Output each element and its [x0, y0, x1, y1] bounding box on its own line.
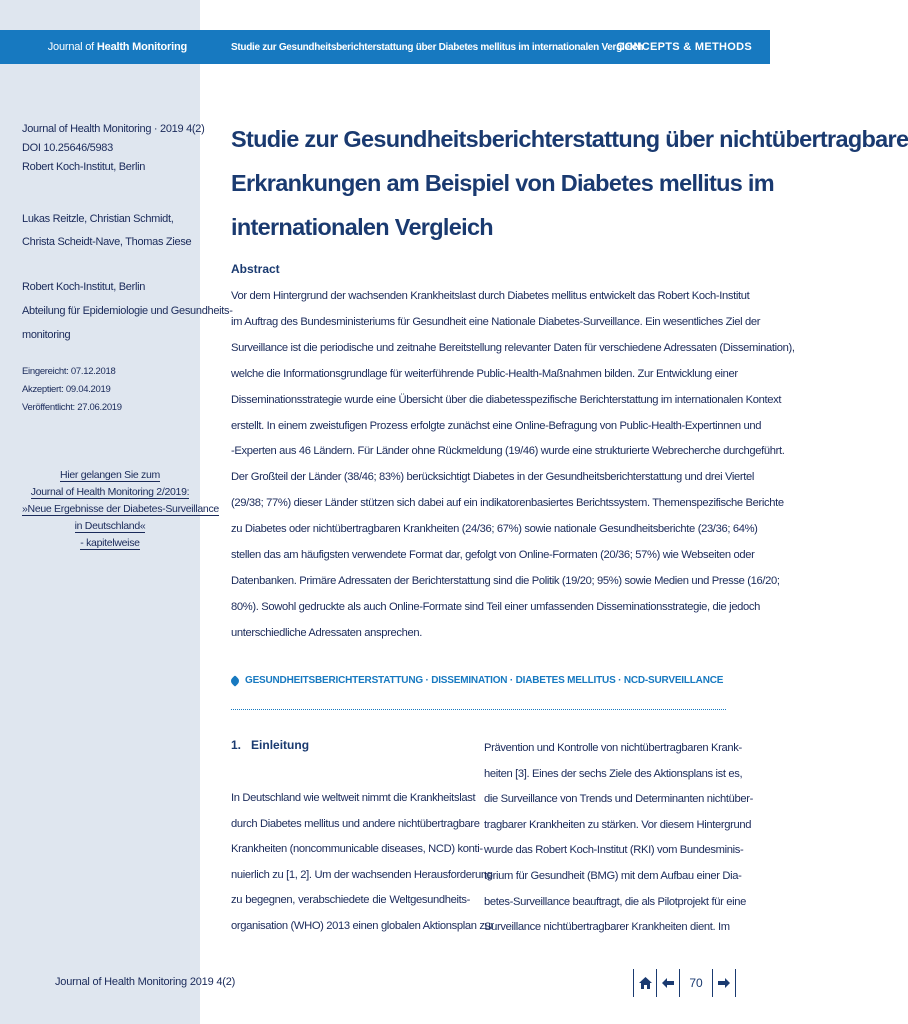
text-line: 80%). Sowohl gedruckte als auch Online-Formate sind Teil einer umfassenden Disseminationsstrategie, die jedoch — [231, 600, 761, 613]
abstract-text — [231, 284, 795, 647]
issue-link-line[interactable]: Hier gelangen Sie zum — [60, 469, 160, 481]
issue-link-line[interactable]: Journal of Health Monitoring 2/2019: — [30, 486, 190, 498]
text-line: nuierlich zu [1, 2]. Um der wachsenden Herausforderung — [231, 868, 493, 881]
text-line: welche die Informationsgrundlage für weiterführende Public-Health-Maßnahmen bilden. Zur Entwicklung einer — [231, 367, 738, 380]
authors-line: Christa Scheidt-Nave, Thomas Ziese — [22, 236, 192, 248]
text-line: erstellt. In einem zweistufigen Prozess erfolgte zunächst eine Online-Befragung von Public-Health-Expertinnen und — [231, 419, 762, 432]
text-line: Datenbanken. Primäre Adressaten der Berichterstattung sind die Politik (19/20; 95%) sowie Medien und Presse (16/20; — [231, 574, 780, 587]
affiliation-line: Abteilung für Epidemiologie und Gesundheits- — [22, 305, 233, 317]
text-line: Krankheiten (noncommunicable diseases, NCD) konti- — [231, 843, 483, 856]
text-line: terium für Gesundheit (BMG) mit dem Aufbau einer Dia- — [484, 869, 742, 882]
pager-separator — [735, 969, 736, 997]
affiliation-block — [22, 275, 233, 347]
text-line: tragbarer Krankheiten zu stärken. Vor diesem Hintergrund — [484, 818, 752, 831]
body-column-left — [231, 786, 494, 940]
published-date: Veröffentlicht: 27.06.2019 — [22, 402, 122, 413]
tag-icon — [229, 675, 240, 686]
footer-journal: Journal of Health Monitoring 2019 4(2) — [55, 976, 236, 988]
text-line: In Deutschland wie weltweit nimmt die Krankheitslast — [231, 792, 476, 804]
text-line: stellen das am häufigsten verwendete Format dar, gefolgt von Online-Formaten (20/36; 57%) wie Webseiten oder — [231, 549, 755, 562]
header-running-title: Studie zur Gesundheitsberichterstattung über Diabetes mellitus im internationalen Vergleich — [231, 42, 644, 53]
publisher-line: Robert Koch-Institut, Berlin — [22, 161, 146, 173]
page-number: 70 — [689, 976, 703, 990]
issue-link-line[interactable]: - kapitelweise — [80, 537, 140, 549]
header-journal-name: Journal of Health Monitoring — [47, 41, 187, 53]
text-line: organisation (WHO) 2013 einen globalen Aktionsplan zur — [231, 919, 494, 932]
text-line: zu Diabetes oder nichtübertragbaren Krankheiten (24/36; 67%) sowie nationale Gesundheitsberichte (23/36; 64%) — [231, 523, 758, 536]
article-title — [231, 117, 908, 249]
arrow-left-icon[interactable] — [657, 969, 679, 997]
header-section-label: CONCEPTS & METHODS — [616, 41, 752, 53]
submitted-date: Eingereicht: 07.12.2018 — [22, 366, 116, 377]
authors-block — [22, 208, 197, 254]
text-line: heiten [3]. Eines der sechs Ziele des Aktionsplans ist es, — [484, 767, 743, 780]
authors-line: Lukas Reitzle, Christian Schmidt, — [22, 213, 174, 225]
text-line: durch Diabetes mellitus und andere nichtübertragbare — [231, 817, 480, 830]
text-line: Surveillance nichtübertragbarer Krankheiten dient. Im — [484, 921, 730, 934]
title-line: internationalen Vergleich — [231, 214, 493, 240]
affiliation-line: Robert Koch-Institut, Berlin — [22, 281, 146, 293]
page-navigation — [633, 966, 736, 1000]
text-line: die Surveillance von Trends und Determinanten nichtüber- — [484, 793, 753, 806]
text-line: betes-Surveillance beauftragt, die als Pilotprojekt für eine — [484, 895, 746, 908]
text-line: unterschiedliche Adressaten ansprechen. — [231, 626, 422, 639]
section-divider — [231, 709, 726, 710]
section-number: 1. — [231, 738, 242, 752]
body-column-right — [484, 736, 753, 941]
text-line: (29/38; 77%) dieser Länder stützen sich dabei auf ein indikatorenbasiertes Berichtssystem. Themenspezifische Berichte — [231, 497, 784, 510]
text-line: Vor dem Hintergrund der wachsenden Krankheitslast durch Diabetes mellitus entwickelt das Robert Koch-Institut — [231, 290, 750, 302]
text-line: zu begegnen, verabschiedete die Weltgesundheits- — [231, 894, 470, 907]
affiliation-line: monitoring — [22, 329, 71, 341]
doi-line: DOI 10.25646/5983 — [22, 142, 113, 154]
title-line: Studie zur Gesundheitsberichterstattung über nichtübertragbare — [231, 126, 908, 152]
abstract-heading: Abstract — [231, 262, 280, 276]
section-title: Einleitung — [251, 738, 310, 752]
text-line: Disseminationsstrategie wurde eine Übersicht über die diabetesspezifische Berichterstattung im internationalen Kontext — [231, 393, 782, 406]
section-heading — [231, 738, 309, 752]
keywords-text: GESUNDHEITSBERICHTERSTATTUNG · DISSEMINATION · DIABETES MELLITUS · NCD-SURVEILLANCE — [245, 675, 724, 686]
issue-link-line[interactable]: »Neue Ergebnisse der Diabetes-Surveillance — [22, 503, 219, 515]
title-line: Erkrankungen am Beispiel von Diabetes mellitus im — [231, 170, 774, 196]
issue-link[interactable] — [22, 467, 219, 552]
issue-link-line[interactable]: in Deutschland« — [74, 520, 146, 532]
text-line: Surveillance ist die periodische und zeitnahe Bereitstellung relevanter Daten für verschiedene Adressaten (Dissemination), — [231, 341, 795, 354]
keywords — [231, 675, 723, 686]
arrow-right-icon[interactable] — [713, 969, 735, 997]
text-line: wurde das Robert Koch-Institut (RKI) vom Bundesminis- — [484, 844, 744, 857]
text-line: -Experten aus 46 Ländern. Für Länder ohne Rückmeldung (19/46) wurde eine strukturierte Webrecherche durchgeführt. — [231, 445, 785, 458]
citation-block — [22, 120, 205, 177]
dates-block — [22, 363, 197, 417]
text-line: Der Großteil der Länder (38/46; 83%) berücksichtigt Diabetes in der Gesundheitsberichterstattung und drei Viertel — [231, 471, 755, 484]
citation-line: Journal of Health Monitoring · 2019 4(2) — [22, 123, 205, 135]
text-line: Prävention und Kontrolle von nichtübertragbaren Krank- — [484, 742, 742, 754]
accepted-date: Akzeptiert: 09.04.2019 — [22, 384, 111, 395]
home-icon[interactable] — [634, 969, 656, 997]
text-line: im Auftrag des Bundesministeriums für Gesundheit eine Nationale Diabetes-Surveillance. Ein wesentliches Ziel der — [231, 315, 761, 328]
